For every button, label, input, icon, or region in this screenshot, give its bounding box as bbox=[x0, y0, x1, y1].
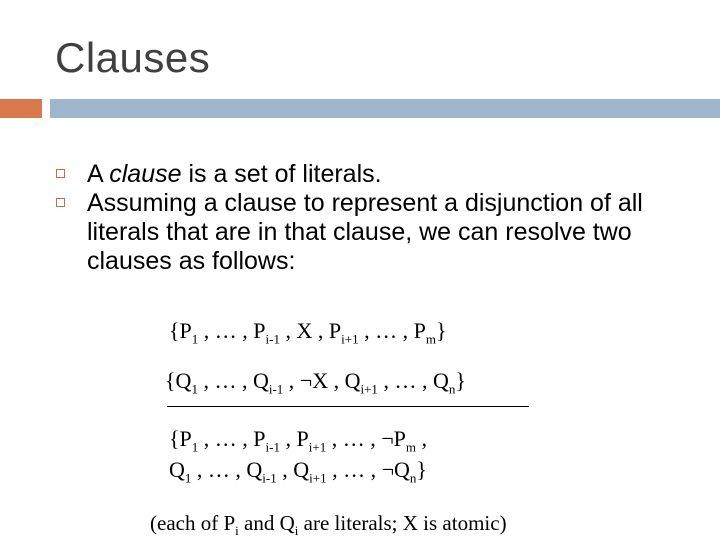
resolution-note: (each of $P_i$ and $Q_i$ are literals; X is atomic) bbox=[150, 511, 507, 539]
slide-title: Clauses bbox=[55, 34, 211, 81]
bullet-text: Assuming a clause to represent a disjunction of all literals that are in that clause, we can resolve two clauses as follows: bbox=[87, 189, 643, 275]
square-bullet-icon bbox=[56, 198, 65, 207]
resolvent-line-2: $Q_1$ , … , $Q_{i-1}$ , $Q_{i+1}$ , … , $\neg Q_n$} bbox=[169, 457, 427, 486]
bullet-list bbox=[56, 160, 696, 276]
bullet-text-rest: is a set of literals. bbox=[181, 160, 382, 188]
bullet-item bbox=[56, 160, 696, 189]
resolution-divider bbox=[167, 406, 529, 407]
bullet-text-prefix: A bbox=[87, 160, 110, 188]
clause-2: {$Q_1$ , … , $Q_{i-1}$ , ¬X , $Q_{i+1}$ , … , $Q_n$} bbox=[165, 368, 466, 397]
clause-1: {$P_1$ , … , $P_{i-1}$ , X , $P_{i+1}$ , … , $P_m$} bbox=[169, 318, 447, 347]
accent-bar-blue bbox=[50, 99, 720, 118]
square-bullet-icon bbox=[56, 169, 65, 178]
resolvent-line-1: {$P_1$ , … , $P_{i-1}$ , $P_{i+1}$ , … , $\neg P_m$ , bbox=[169, 426, 427, 455]
bullet-text-emphasis: clause bbox=[109, 160, 182, 188]
accent-bar-orange bbox=[0, 99, 42, 118]
bullet-item bbox=[56, 189, 696, 276]
